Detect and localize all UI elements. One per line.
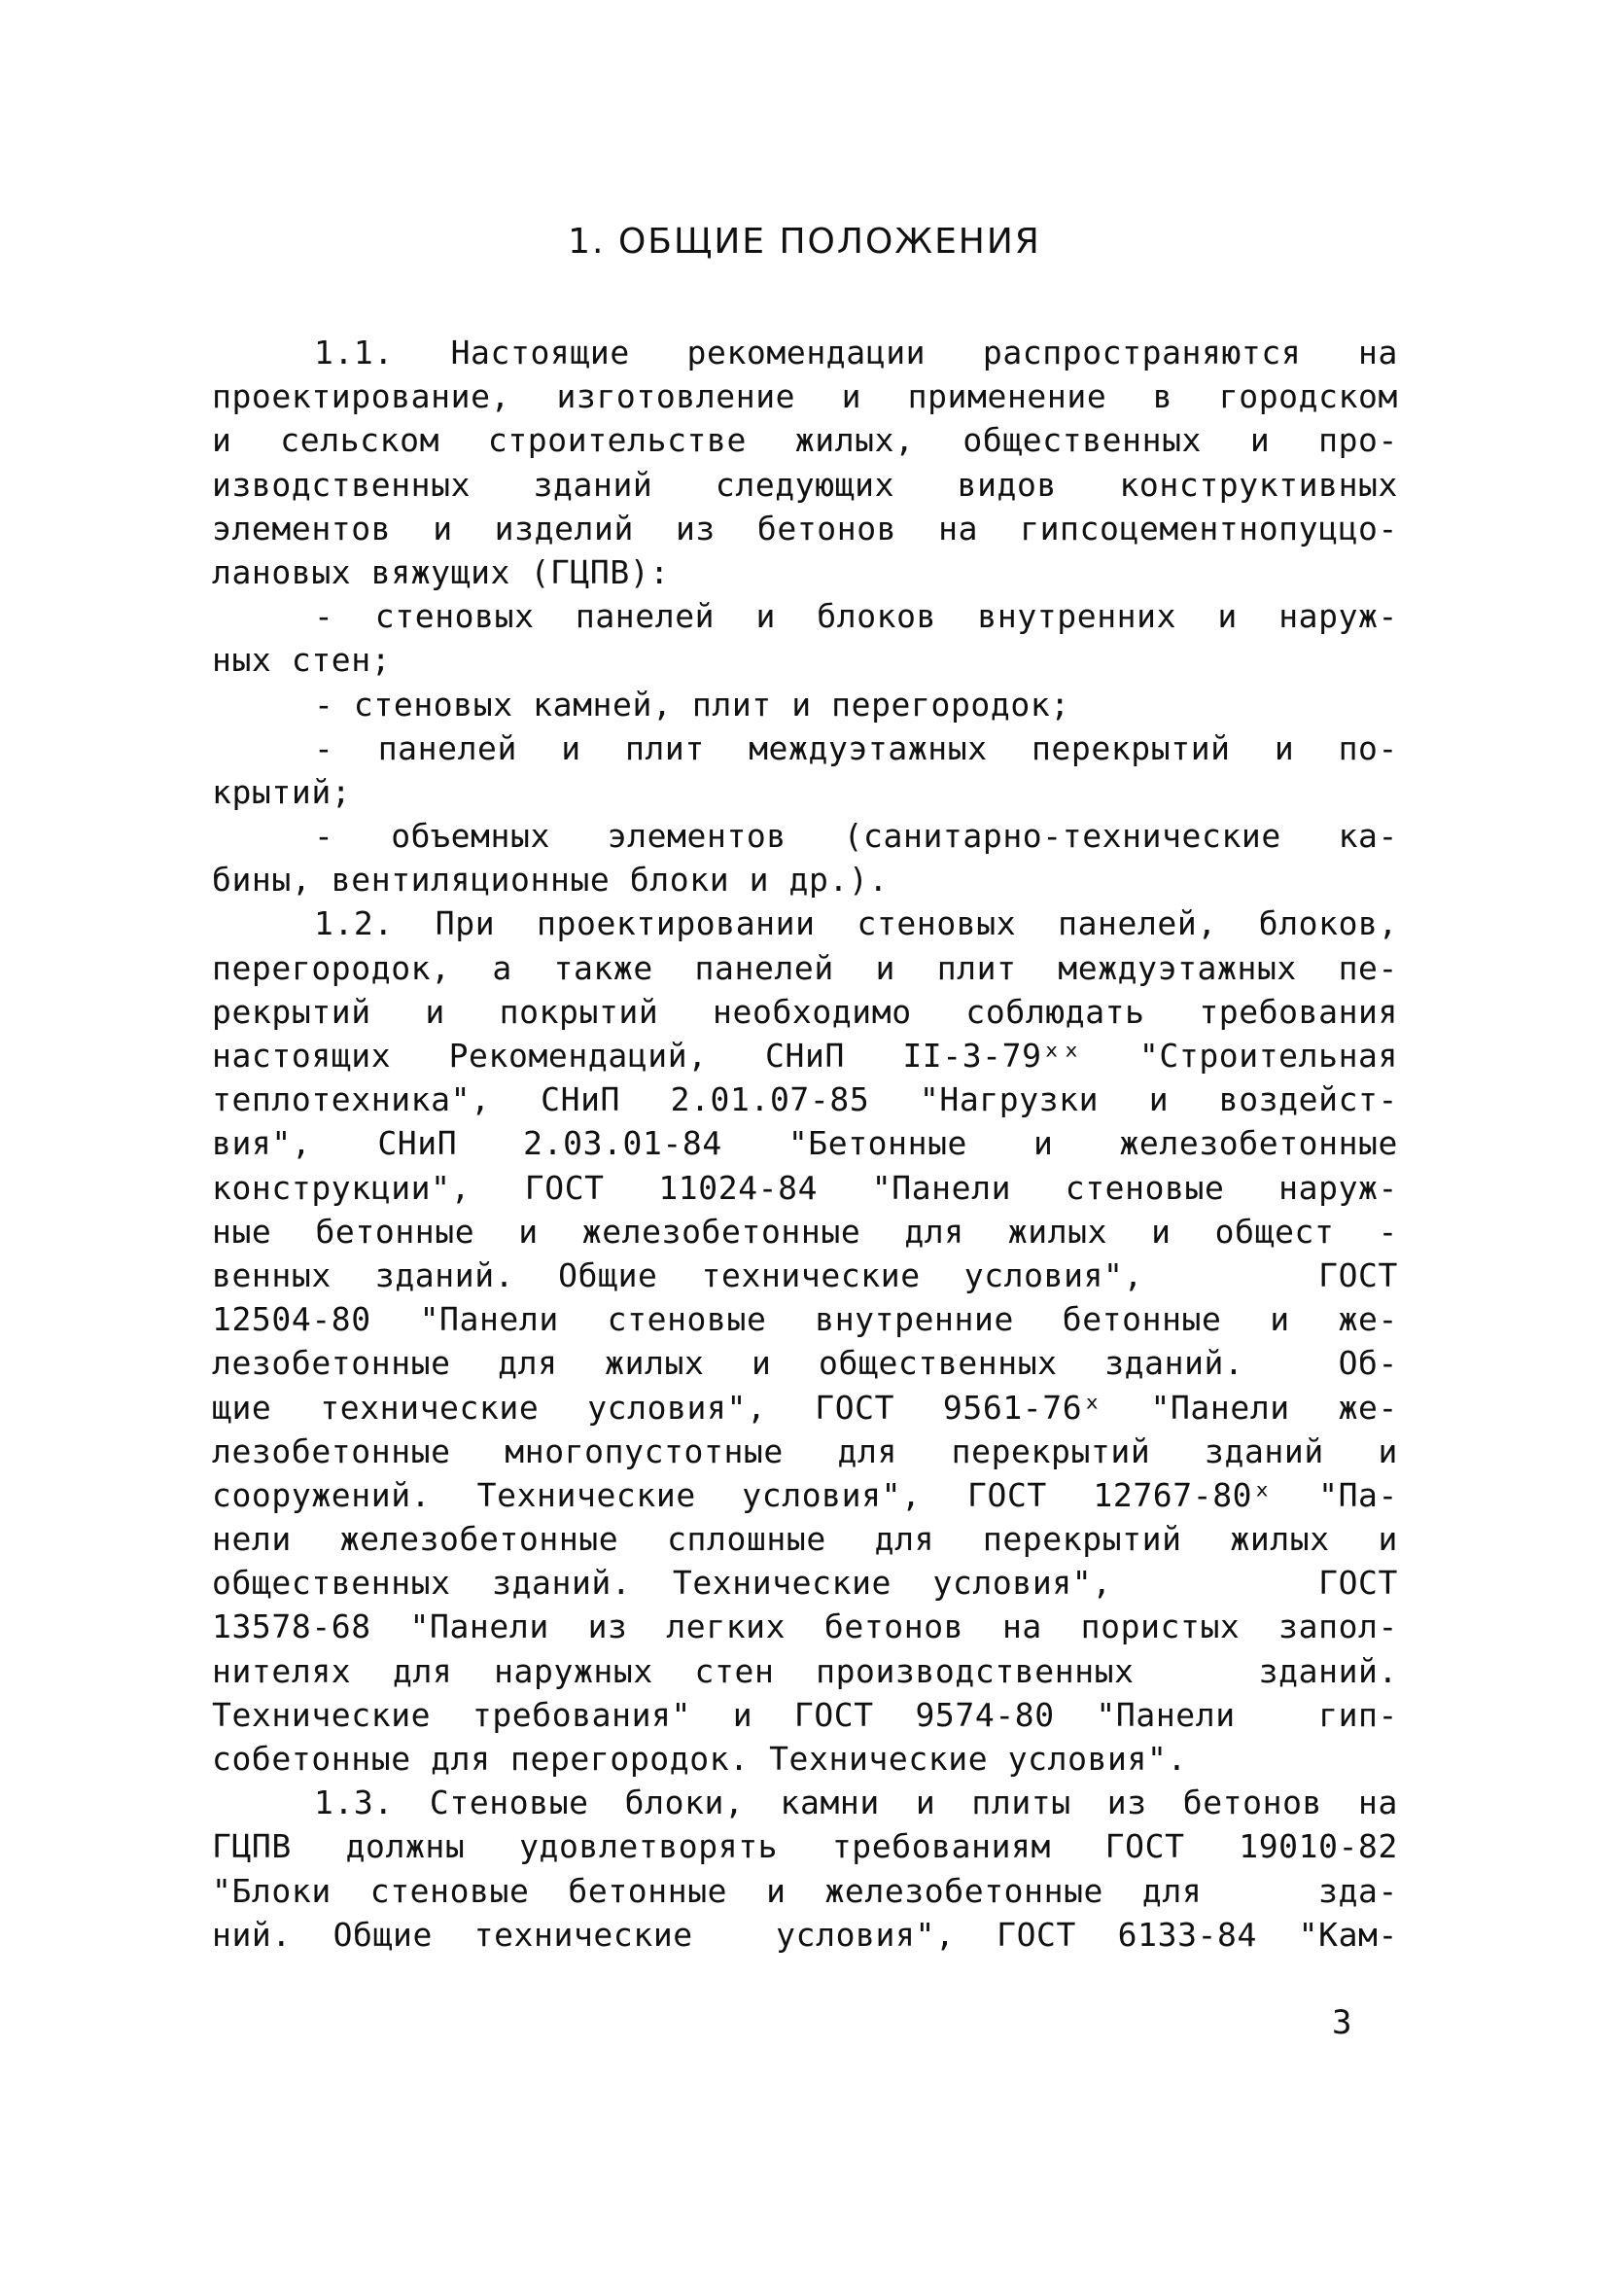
text-line: изводственных зданий следующих видов конструктивных bbox=[212, 465, 1398, 504]
text-line: "Блоки стеновые бетонные и железобетонные для зда- bbox=[212, 1871, 1398, 1910]
text-line: ные бетонные и железобетонные для жилых и общест - bbox=[212, 1212, 1398, 1251]
text-line: проектирование, изготовление и применение в городском bbox=[212, 377, 1398, 416]
body-text bbox=[212, 331, 1398, 1957]
text-line: ний. Общие технические условия", ГОСТ 6133-84 "Кам- bbox=[212, 1915, 1398, 1954]
text-line: крытий; bbox=[212, 772, 352, 811]
text-line: общественных зданий. Технические условия", ГОСТ bbox=[212, 1564, 1398, 1603]
text-line: лановых вяжущих (ГЦПВ): bbox=[212, 552, 670, 591]
text-line: - стеновых камней, плит и перегородок; bbox=[314, 685, 1070, 724]
text-line: - стеновых панелей и блоков внутренних и наруж- bbox=[314, 597, 1398, 636]
text-line: собетонные для перегородок. Технические условия". bbox=[212, 1740, 1187, 1778]
text-line: Технические требования" и ГОСТ 9574-80 "Панели гип- bbox=[212, 1695, 1398, 1734]
text-line: - панелей и плит междуэтажных перекрытий и по- bbox=[314, 728, 1398, 767]
text-line: венных зданий. Общие технические условия", ГОСТ bbox=[212, 1255, 1398, 1294]
text-line: рекрытий и покрытий необходимо соблюдать требования bbox=[212, 992, 1398, 1031]
section-heading: 1. ОБЩИЕ ПОЛОЖЕНИЯ bbox=[568, 222, 1041, 262]
page-number: 3 bbox=[1332, 2003, 1352, 2042]
text-line: элементов и изделий из бетонов на гипсоцементнопуццо- bbox=[212, 509, 1398, 548]
text-line: бины, вентиляционные блоки и др.). bbox=[212, 861, 889, 900]
text-line: 12504-80 "Панели стеновые внутренние бетонные и же- bbox=[212, 1300, 1398, 1339]
text-line: 1.1. Настоящие рекомендации распространяются на bbox=[314, 334, 1398, 371]
text-line: - объемных элементов (санитарно-технические ка- bbox=[314, 817, 1398, 856]
text-line: лезобетонные для жилых и общественных зданий. Об- bbox=[212, 1344, 1398, 1383]
text-line: и сельском строительстве жилых, общественных и про- bbox=[212, 421, 1398, 460]
text-line: конструкции", ГОСТ 11024-84 "Панели стеновые наруж- bbox=[212, 1168, 1398, 1207]
text-line: нели железобетонные сплошные для перекрытий жилых и bbox=[212, 1520, 1398, 1559]
text-line: вия", СНиП 2.03.01-84 "Бетонные и железобетонные bbox=[212, 1124, 1398, 1163]
text-line: сооружений. Технические условия", ГОСТ 12767-80ˣ "Па- bbox=[212, 1475, 1398, 1514]
text-line: нителях для наружных стен производственных зданий. bbox=[212, 1651, 1398, 1690]
text-line: перегородок, а также панелей и плит междуэтажных пе- bbox=[212, 948, 1398, 987]
text-line: щие технические условия", ГОСТ 9561-76ˣ "Панели же- bbox=[212, 1388, 1398, 1427]
text-line: теплотехника", СНиП 2.01.07-85 "Нагрузки и воздейст- bbox=[212, 1080, 1398, 1119]
text-line: 13578-68 "Панели из легких бетонов на пористых запол- bbox=[212, 1607, 1398, 1646]
text-line: 1.2. При проектировании стеновых панелей, блоков, bbox=[314, 904, 1398, 943]
text-line: настоящих Рекомендаций, СНиП II-3-79ˣˣ "Строительная bbox=[212, 1037, 1398, 1075]
text-line: лезобетонные многопустотные для перекрытий зданий и bbox=[212, 1431, 1398, 1470]
text-line: ных стен; bbox=[212, 641, 392, 680]
text-line: 1.3. Стеновые блоки, камни и плиты из бетонов на bbox=[314, 1784, 1398, 1822]
text-line: ГЦПВ должны удовлетворять требованиям ГОСТ 19010-82 bbox=[212, 1827, 1398, 1866]
